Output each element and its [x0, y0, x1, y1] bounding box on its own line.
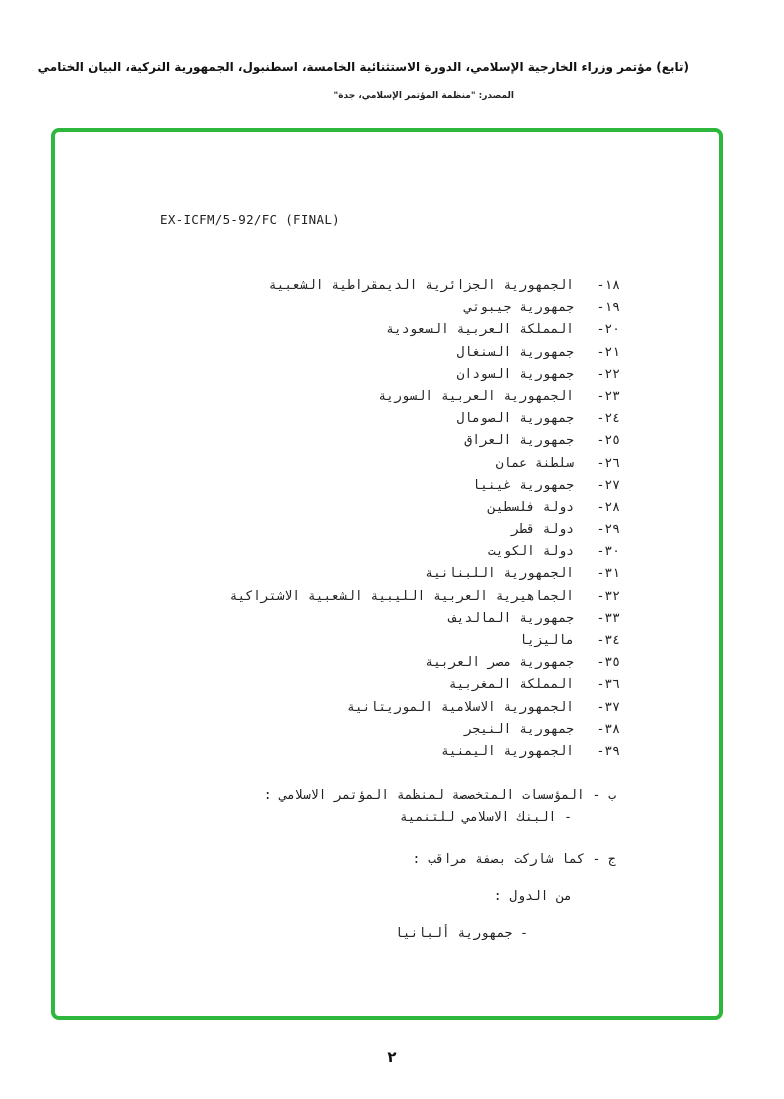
member-state-name: جمهورية السنغال: [456, 344, 574, 360]
member-state-number: ٢٧-: [596, 477, 620, 493]
member-state-item: [150, 319, 620, 341]
member-state-item: [150, 741, 620, 763]
member-state-name: دولة قطر: [511, 522, 574, 538]
member-state-name: جمهورية المالديف: [448, 610, 574, 626]
member-state-number: ٢٢-: [596, 366, 620, 382]
member-state-number: ٣٦-: [596, 677, 620, 693]
member-state-item: [150, 430, 620, 452]
member-state-number: ٣١-: [596, 566, 620, 582]
member-state-number: ٢٠-: [596, 322, 620, 338]
member-state-number: ١٩-: [596, 300, 620, 316]
member-state-number: ٣٤-: [596, 633, 620, 648]
member-state-number: ٣٥-: [596, 655, 620, 671]
member-state-item: [150, 497, 620, 519]
member-state-number: ٢١-: [596, 344, 620, 360]
member-state-item: [150, 719, 620, 741]
member-state-name: الجماهيرية العربية الليبية الشعبية الاشتراكية: [229, 588, 574, 604]
page-header-source: المصدر: "منظمة المؤتمر الإسلامي، جدة": [333, 91, 514, 101]
section-c-item: - جمهورية ألبانيا: [394, 926, 528, 941]
member-state-item: [150, 275, 620, 297]
member-state-number: ١٨-: [596, 278, 620, 293]
member-state-item: [150, 408, 620, 430]
member-state-name: المملكة المغربية: [448, 677, 574, 693]
member-state-name: جمهورية النيجر: [464, 721, 574, 737]
member-state-number: ٢٥-: [596, 433, 620, 449]
member-state-name: الجمهورية اليمنية: [440, 743, 574, 759]
member-state-item: [150, 519, 620, 541]
member-state-item: [150, 297, 620, 319]
member-state-name: الجمهورية اللبنانية: [425, 566, 574, 582]
member-state-name: الجمهورية العربية السورية: [378, 388, 574, 404]
member-state-name: دولة الكويت: [487, 544, 574, 560]
member-state-number: ٣٩-: [596, 743, 620, 759]
member-state-number: ٣٨-: [596, 721, 620, 737]
member-state-name: جمهورية جيبوتي: [464, 300, 574, 316]
member-state-number: ٣٣-: [596, 610, 620, 626]
member-state-name: جمهورية العراق: [464, 433, 574, 449]
member-state-number: ٣٠-: [596, 544, 620, 560]
member-state-item: [150, 364, 620, 386]
page-header-title: (تابع) مؤتمر وزراء الخارجية الإسلامي، الدورة الاستثنائية الخامسة، اسطنبول، الجمهورية التركية، البيان الختامي: [37, 60, 689, 74]
member-state-name: الجمهورية الاسلامية الموريتانية: [347, 699, 574, 715]
member-state-number: ٢٣-: [596, 388, 620, 404]
member-state-name: الجمهورية الجزائرية الديمقراطية الشعبية: [268, 278, 574, 293]
member-state-name: ماليزيا: [519, 633, 574, 648]
member-state-number: ٣٢-: [596, 588, 620, 604]
member-state-name: جمهورية مصر العربية: [425, 655, 574, 671]
section-c-heading: ج - كما شاركت بصفة مراقب :: [412, 852, 616, 867]
member-state-name: جمهورية الصومال: [456, 411, 574, 427]
member-state-number: ٢٨-: [596, 499, 620, 515]
member-state-item: [150, 386, 620, 408]
member-state-item: [150, 541, 620, 563]
member-state-number: ٢٩-: [596, 522, 620, 538]
section-b-item: - البنك الاسلامي للتنمية: [399, 810, 572, 825]
member-state-number: ٣٧-: [596, 699, 620, 715]
member-state-item: [150, 630, 620, 652]
member-state-item: [150, 697, 620, 719]
document-code: EX-ICFM/5-92/FC (FINAL): [160, 212, 340, 227]
member-state-number: ٢٤-: [596, 411, 620, 427]
section-c-sub: من الدول :: [493, 889, 572, 904]
member-state-name: جمهورية غينيا: [472, 477, 574, 493]
page-number: ٢: [387, 1048, 397, 1066]
member-state-item: [150, 608, 620, 630]
member-state-number: ٢٦-: [596, 455, 620, 471]
member-state-name: سلطنة عمان: [495, 455, 574, 471]
member-state-name: دولة فلسطين: [487, 499, 574, 515]
member-state-item: [150, 342, 620, 364]
member-states-list: [150, 275, 620, 763]
member-state-item: [150, 586, 620, 608]
member-state-item: [150, 652, 620, 674]
section-b-heading: ب - المؤسسات المتخصصة لمنظمة المؤتمر الاسلامي :: [263, 788, 616, 803]
member-state-item: [150, 674, 620, 696]
member-state-item: [150, 475, 620, 497]
member-state-name: جمهورية السودان: [456, 366, 574, 382]
member-state-item: [150, 453, 620, 475]
member-state-item: [150, 563, 620, 585]
member-state-name: المملكة العربية السعودية: [386, 322, 574, 338]
